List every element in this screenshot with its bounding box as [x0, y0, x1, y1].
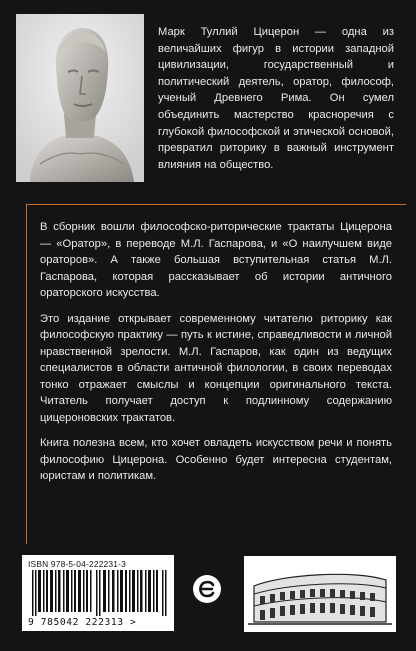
accent-frame-top — [26, 204, 406, 205]
author-intro-text: Марк Туллий Цицерон — одна из величайших фигур в истории западной цивилизации, государственный и политический деятель, оратор, философ, ученый Древнего Рима. Он сумел объединить мастерство красноречия с глубокой философской и этической основой, превратил риторику в важный инструмент влияния на общество. — [158, 26, 394, 171]
cicero-bust-icon — [16, 14, 144, 182]
ean-digits: 9 785042 222313 > — [28, 617, 137, 628]
colosseum-icon — [244, 556, 396, 632]
accent-frame-left — [26, 204, 27, 544]
isbn-label: ISBN 978-5-04-222231-3 — [28, 559, 126, 569]
barcode-bars — [32, 570, 168, 616]
annotation-paragraph-3: Книга полезна всем, кто хочет овладеть искусством речи и понять философию Цицерона. Особенно будет интересна студентам, юристам и политикам. — [40, 437, 392, 482]
barcode — [22, 555, 174, 631]
annotation-body — [40, 219, 392, 494]
annotation-paragraph-2: Это издание открывает современному читателю риторику как философскую практику — путь к истине, справедливости и личной нравственной зрелости. М.Л. Гаспаров, как один из ведущих специалистов в области античной филологии, в своих переводах тонко отражает смыслы и концепции оригинального текста. Читатель получает доступ к подлинному содержанию цицероновских трактатов. — [40, 312, 392, 424]
annotation-paragraph-1: В сборник вошли философско-риторические трактаты Цицерона — «Оратор», в переводе М.Л. Гаспарова, и «О наилучшем виде ораторов». А также большая вступительная статья М.Л. Гаспарова, которая рассказывает об истории античного ораторского искусства. — [40, 221, 392, 299]
publisher-logo-icon — [192, 574, 222, 604]
